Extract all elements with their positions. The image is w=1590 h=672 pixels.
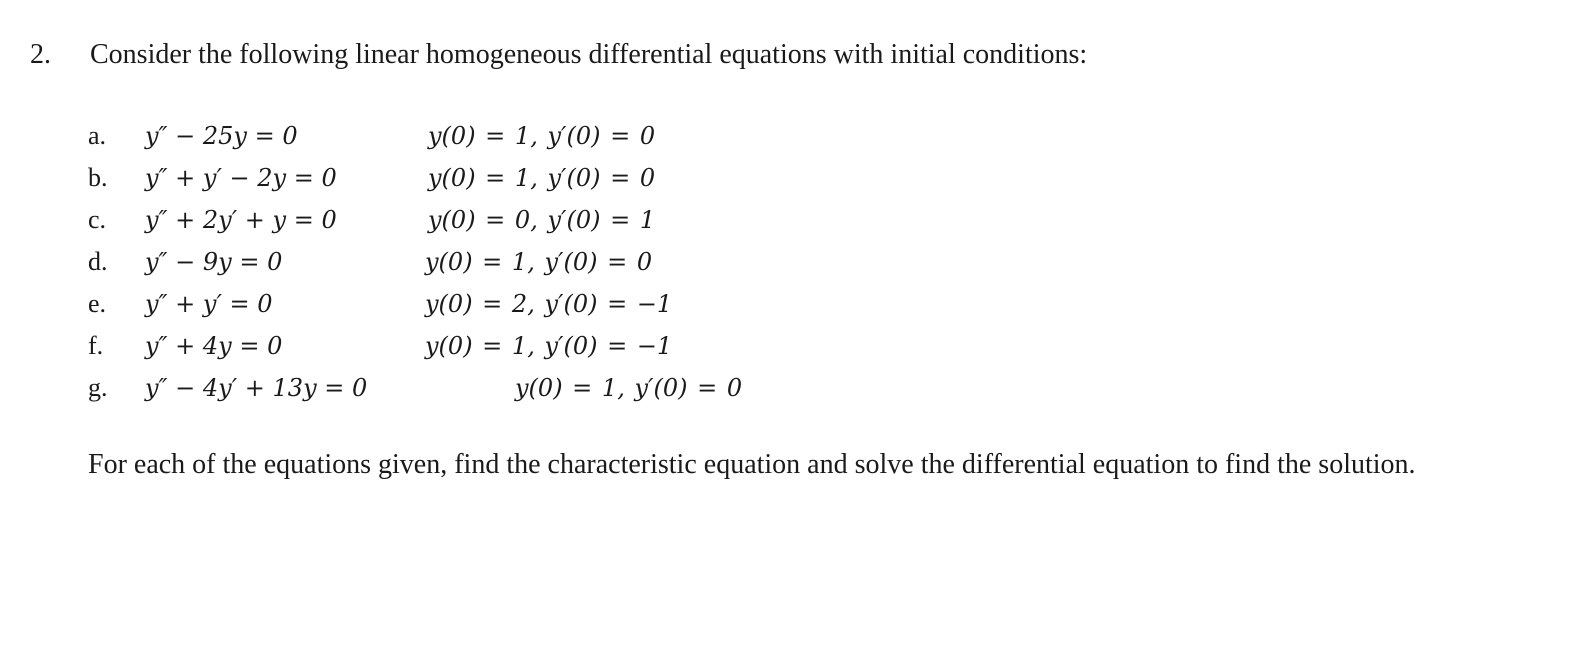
differential-equation: y″ − 4y′ + 13y = 0 — [145, 374, 368, 402]
initial-conditions: y(0) = 1, y′(0) = 0 — [515, 374, 743, 402]
problem-number: 2. — [30, 39, 51, 70]
equation-letter: b. — [88, 163, 108, 192]
initial-conditions: y(0) = 1, y′(0) = 0 — [428, 164, 656, 192]
differential-equation: y″ − 9y = 0 — [145, 248, 283, 276]
problem-instruction: For each of the equations given, find the characteristic equation and solve the differential equation to find the solution. — [88, 449, 1416, 480]
equation-letter: f. — [88, 331, 104, 360]
initial-conditions: y(0) = 1, y′(0) = 0 — [425, 248, 653, 276]
differential-equation: y″ + y′ − 2y = 0 — [145, 164, 337, 192]
equation-letter: d. — [88, 247, 108, 276]
differential-equation: y″ + 2y′ + y = 0 — [145, 206, 337, 234]
initial-conditions: y(0) = 1, y′(0) = −1 — [425, 332, 673, 360]
equation-letter: g. — [88, 373, 108, 402]
differential-equation: y″ − 25y = 0 — [145, 122, 298, 150]
initial-conditions: y(0) = 0, y′(0) = 1 — [428, 206, 656, 234]
equation-letter: c. — [88, 205, 107, 234]
differential-equation: y″ + y′ = 0 — [145, 290, 273, 318]
initial-conditions: y(0) = 2, y′(0) = −1 — [425, 290, 673, 318]
differential-equation: y″ + 4y = 0 — [145, 332, 283, 360]
problem-intro: Consider the following linear homogeneous differential equations with initial conditions: — [90, 39, 1088, 70]
equation-letter: e. — [88, 289, 107, 318]
initial-conditions: y(0) = 1, y′(0) = 0 — [428, 122, 656, 150]
equation-letter: a. — [88, 121, 107, 150]
